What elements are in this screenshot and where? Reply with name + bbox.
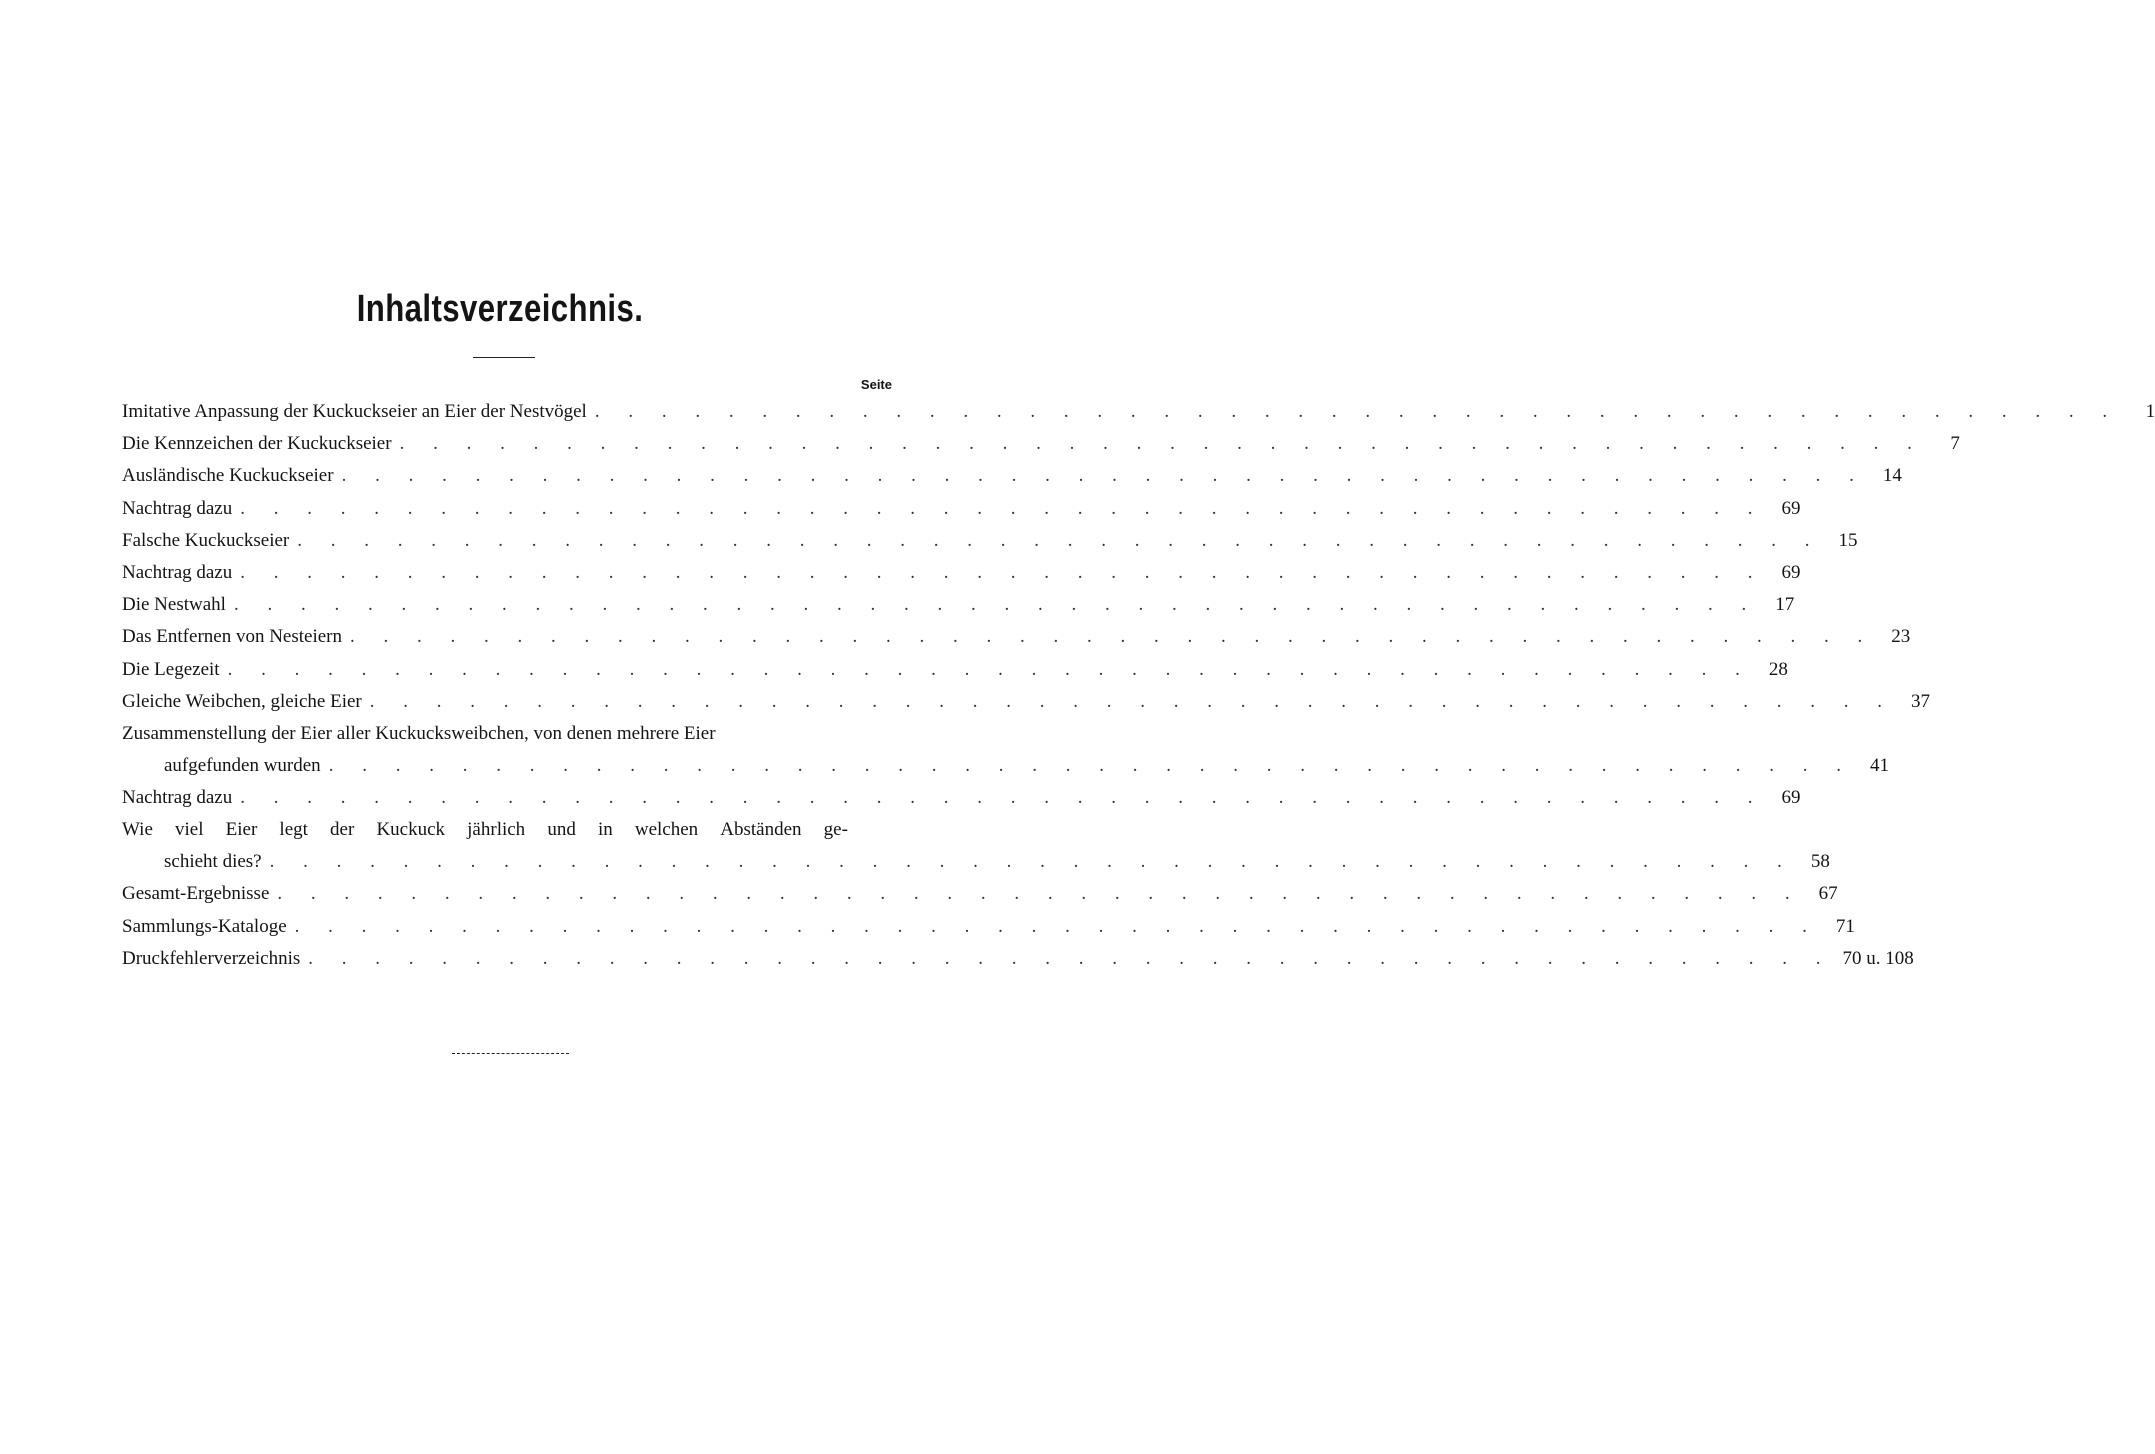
dot-leader: . . . . . . . . . . . . . . . . . . . . . . . . . . . . . . . . . . . . . . . . . . . . . . <box>328 754 1853 776</box>
toc-entry-label-line2: schieht dies? <box>164 851 262 873</box>
toc-entry-label: Sammlungs-Kataloge <box>122 915 287 937</box>
dot-leader: . . . . . . . . . . . . . . . . . . . . . . . . . . . . . . . . . . . . . . . . . . . . . . <box>594 401 2120 422</box>
word: Wie <box>122 819 153 841</box>
toc-entry-multiline <box>122 718 1889 782</box>
word: Abständen <box>720 819 802 841</box>
word: welchen <box>634 819 699 841</box>
toc-entry-page: 28 <box>1768 658 1788 680</box>
toc-entry <box>122 525 1858 557</box>
dot-leader: . . . . . . . . . . . . . . . . . . . . . . . . . . . . . . . . . . . . . . . . . . . . . . <box>240 561 1765 583</box>
toc-entry-label: Die Legezeit <box>122 658 220 680</box>
toc-entry-page: 1 <box>2145 401 2155 422</box>
toc-entry-line2 <box>122 750 1889 782</box>
toc-entry-label: Ausländische Kuckuckseier <box>122 465 334 487</box>
toc-entry <box>122 589 1795 621</box>
toc-entry-label: Nachtrag dazu <box>122 561 233 583</box>
toc-entry-label: Imitative Anpassung der Kuckuckseier an Eier der Nestvögel <box>122 401 587 422</box>
toc-entry-label: Druckfehlerverzeichnis <box>122 947 301 969</box>
table-of-contents <box>122 396 2155 975</box>
dot-leader: . . . . . . . . . . . . . . . . . . . . . . . . . . . . . . . . . . . . . . . . . . . . . . <box>227 658 1752 680</box>
toc-entry <box>122 460 1902 492</box>
toc-entry-label: Die Kennzeichen der Kuckuckseier <box>122 433 392 455</box>
page-column-header: Seite <box>860 377 892 392</box>
page-title: Inhaltsverzeichnis. <box>356 288 644 330</box>
toc-entry-page: 69 <box>1781 497 1801 519</box>
word: legt <box>279 819 308 841</box>
toc-entry-label: Falsche Kuckuckseier <box>122 529 290 551</box>
dot-leader: . . . . . . . . . . . . . . . . . . . . . . . . . . . . . . . . . . . . . . . . . . . . . . <box>308 947 1833 969</box>
title-divider <box>473 357 535 358</box>
word: Eier <box>225 819 258 841</box>
toc-entry <box>122 428 1960 460</box>
toc-entry-label: Die Nestwahl <box>122 594 226 616</box>
toc-entry <box>122 557 1801 589</box>
dot-leader: . . . . . . . . . . . . . . . . . . . . . . . . . . . . . . . . . . . . . . . . . . . . . . <box>269 851 1794 873</box>
dot-leader: . . . . . . . . . . . . . . . . . . . . . . . . . . . . . . . . . . . . . . . . . . . . . . <box>233 594 1759 616</box>
toc-entry-label: Gleiche Weibchen, gleiche Eier <box>122 690 362 712</box>
toc-entry-label: Nachtrag dazu <box>122 497 233 519</box>
end-divider <box>452 1053 569 1054</box>
word: der <box>330 819 355 841</box>
dot-leader: . . . . . . . . . . . . . . . . . . . . . . . . . . . . . . . . . . . . . . . . . . . . . . <box>297 529 1822 551</box>
toc-entry-page: 70 u. 108 <box>1842 947 1914 969</box>
toc-entry-label: Gesamt-Ergebnisse <box>122 883 270 905</box>
toc-entry-page: 58 <box>1810 851 1830 873</box>
word: und <box>547 819 576 841</box>
toc-entry-page: 23 <box>1891 626 1911 648</box>
toc-entry <box>122 686 1930 718</box>
dot-leader: . . . . . . . . . . . . . . . . . . . . . . . . . . . . . . . . . . . . . . . . . . . . . . <box>399 433 1924 455</box>
toc-entry <box>122 782 1801 814</box>
toc-entry-page: 17 <box>1775 594 1795 616</box>
word: viel <box>175 819 204 841</box>
toc-entry-page: 37 <box>1910 690 1930 712</box>
toc-entry-page: 15 <box>1838 529 1858 551</box>
toc-entry-page: 67 <box>1818 883 1838 905</box>
toc-entry-label-line2: aufgefunden wurden <box>164 754 321 776</box>
toc-entry-label-line1: Zusammenstellung der Eier aller Kuckucksweibchen, von denen mehrere Eier <box>122 722 716 744</box>
toc-entry-page: 69 <box>1781 787 1801 809</box>
toc-entry-page: 7 <box>1950 433 1960 455</box>
word: in <box>597 819 613 841</box>
toc-entry-line2 <box>122 846 1830 878</box>
toc-entry <box>122 654 1788 686</box>
dot-leader: . . . . . . . . . . . . . . . . . . . . . . . . . . . . . . . . . . . . . . . . . . . . . . <box>277 883 1802 905</box>
toc-entry <box>122 943 1914 975</box>
toc-entry-label: Nachtrag dazu <box>122 787 233 809</box>
toc-entry-label-line1 <box>122 814 848 846</box>
toc-entry-label: Das Entfernen von Nesteiern <box>122 626 343 648</box>
dot-leader: . . . . . . . . . . . . . . . . . . . . . . . . . . . . . . . . . . . . . . . . . . . . . . <box>350 626 1875 648</box>
toc-entry <box>122 396 2155 428</box>
toc-entry-page: 71 <box>1835 915 1855 937</box>
dot-leader: . . . . . . . . . . . . . . . . . . . . . . . . . . . . . . . . . . . . . . . . . . . . . . <box>240 787 1765 809</box>
dot-leader: . . . . . . . . . . . . . . . . . . . . . . . . . . . . . . . . . . . . . . . . . . . . . . <box>240 497 1765 519</box>
toc-entry <box>122 493 1801 525</box>
toc-entry-page: 41 <box>1869 754 1889 776</box>
toc-entry <box>122 878 1838 910</box>
toc-entry <box>122 911 1855 943</box>
toc-entry-multiline <box>122 814 1830 878</box>
dot-leader: . . . . . . . . . . . . . . . . . . . . . . . . . . . . . . . . . . . . . . . . . . . . . . <box>341 465 1866 487</box>
dot-leader: . . . . . . . . . . . . . . . . . . . . . . . . . . . . . . . . . . . . . . . . . . . . . . <box>294 915 1819 937</box>
word: ge- <box>823 819 848 841</box>
toc-entry-page: 69 <box>1781 561 1801 583</box>
word: jährlich <box>467 819 526 841</box>
toc-entry-page: 14 <box>1882 465 1902 487</box>
word: Kuckuck <box>376 819 446 841</box>
toc-entry <box>122 621 1911 653</box>
dot-leader: . . . . . . . . . . . . . . . . . . . . . . . . . . . . . . . . . . . . . . . . . . . . . . <box>369 690 1894 712</box>
